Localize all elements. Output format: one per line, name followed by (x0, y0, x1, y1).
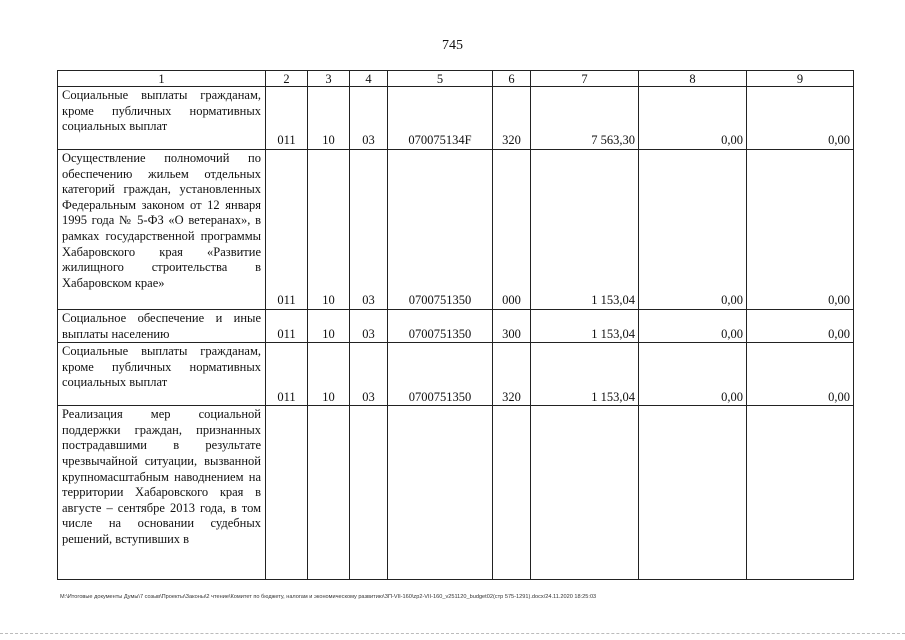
cell-section-code (308, 406, 350, 580)
header-cell: 1 (58, 71, 266, 87)
table-row (58, 310, 854, 343)
cell-amount-1: 1 153,04 (531, 343, 639, 406)
cell-target-article: 0700751350 (388, 343, 493, 406)
cell-amount-3 (747, 406, 854, 580)
table-row (58, 343, 854, 406)
cell-amount-2: 0,00 (639, 310, 747, 343)
header-cell: 8 (639, 71, 747, 87)
header-cell: 7 (531, 71, 639, 87)
cell-section-code: 10 (308, 87, 350, 150)
cell-subsection-code: 03 (350, 310, 388, 343)
row-name: Социальное обеспечение и иные выплаты населению (58, 310, 266, 343)
cell-section-code: 10 (308, 150, 350, 310)
cell-amount-3: 0,00 (747, 87, 854, 150)
table-row (58, 150, 854, 310)
cell-amount-2 (639, 406, 747, 580)
footer-file-path: M:\Итоговые документы Думы\7 созыв\Проекты\Законы\2 чтение\Комитет по бюджету, налогам и экономическому развитию\ЗП-VII-160\zp2-VII-160_v251120_budget02(стр 575-1291).docx/24.11.2020 18:25:03 (60, 594, 597, 600)
cell-amount-3: 0,00 (747, 150, 854, 310)
page-number: 745 (442, 38, 463, 53)
cell-target-article: 0700751350 (388, 310, 493, 343)
cell-expense-type: 320 (493, 87, 531, 150)
cell-amount-2: 0,00 (639, 150, 747, 310)
cell-ministry-code: 011 (266, 150, 308, 310)
row-name: Социальные выплаты гражданам, кроме публичных нормативных социальных выплат (58, 343, 266, 406)
cell-expense-type: 300 (493, 310, 531, 343)
row-name: Реализация мер социальной поддержки граждан, признанных пострадавшими в результате чрезвычайной ситуации, вызванной крупномасштабным наводнением на территории Хабаровского края в августе – сентябре 2013 года, в том числе на основании судебных решений, вступивших в (58, 406, 266, 580)
cell-amount-2: 0,00 (639, 87, 747, 150)
table-row (58, 87, 854, 150)
cell-target-article: 070075134F (388, 87, 493, 150)
cell-amount-1: 1 153,04 (531, 150, 639, 310)
cell-amount-1: 1 153,04 (531, 310, 639, 343)
cell-subsection-code: 03 (350, 343, 388, 406)
cell-section-code: 10 (308, 343, 350, 406)
cell-ministry-code: 011 (266, 343, 308, 406)
header-cell: 6 (493, 71, 531, 87)
cell-section-code: 10 (308, 310, 350, 343)
cell-subsection-code: 03 (350, 87, 388, 150)
budget-table (57, 70, 854, 580)
header-cell: 5 (388, 71, 493, 87)
cell-amount-1: 7 563,30 (531, 87, 639, 150)
cell-target-article (388, 406, 493, 580)
header-cell: 3 (308, 71, 350, 87)
cell-target-article: 0700751350 (388, 150, 493, 310)
page-bottom-divider (0, 633, 905, 634)
cell-amount-1 (531, 406, 639, 580)
cell-subsection-code (350, 406, 388, 580)
cell-ministry-code: 011 (266, 310, 308, 343)
cell-expense-type: 320 (493, 343, 531, 406)
cell-amount-3: 0,00 (747, 310, 854, 343)
cell-ministry-code (266, 406, 308, 580)
row-name: Социальные выплаты гражданам, кроме публичных нормативных социальных выплат (58, 87, 266, 150)
header-cell: 9 (747, 71, 854, 87)
cell-amount-3: 0,00 (747, 343, 854, 406)
cell-ministry-code: 011 (266, 87, 308, 150)
cell-expense-type (493, 406, 531, 580)
header-cell: 4 (350, 71, 388, 87)
cell-subsection-code: 03 (350, 150, 388, 310)
header-row (58, 71, 854, 87)
cell-expense-type: 000 (493, 150, 531, 310)
header-cell: 2 (266, 71, 308, 87)
table-row (58, 406, 854, 580)
row-name: Осуществление полномочий по обеспечению жильем отдельных категорий граждан, установленных Федеральным законом от 12 января 1995 года № 5-ФЗ «О ветеранах», в рамках государственной программы Хабаровского края «Развитие жилищного строительства в Хабаровском крае» (58, 150, 266, 310)
cell-amount-2: 0,00 (639, 343, 747, 406)
